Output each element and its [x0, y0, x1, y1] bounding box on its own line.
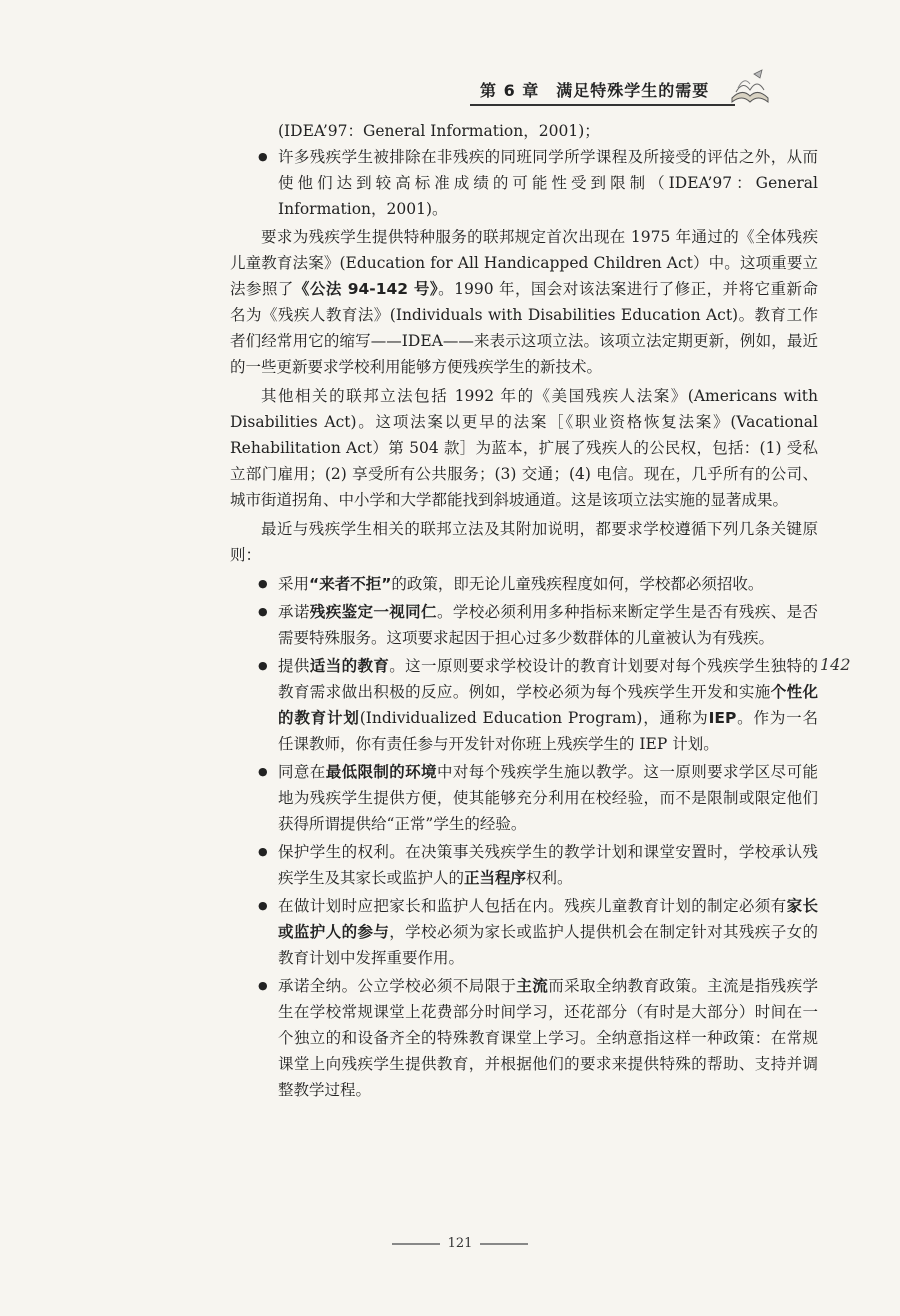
header-rule [470, 104, 735, 106]
paragraph-ada: 其他相关的联邦立法包括 1992 年的《美国残疾人法案》(Americans with Disabilities Act)。这项法案以更早的法案［《职业资格恢复法案》(Vacational Rehabilitation Act）第 504 款］为蓝本，扩展了残疾人的公民权，包括：(1) 受私立部门雇用；(2) 享受所有公共服务；(3) 交通；(4) 电信。现在，几乎所有的公司、城市街道拐角、中小学和大学都能找到斜坡通道。这是该项立法实施的显著成果。 [230, 387, 818, 509]
page-footer [370, 1236, 550, 1251]
continued-line: (IDEA’97：General Information，2001)； [278, 122, 600, 140]
list-item: ● 同意在最低限制的环境中对每个残疾学生施以教学。这一原则要求学区尽可能地为残疾学生提供方便，使其能够充分利用在校经验，而不是限制或限定他们获得所谓提供给“正常”学生的经验。 [230, 759, 818, 837]
bold-term: 个性化的教育计划 [278, 683, 818, 727]
page-body [230, 118, 818, 1105]
bold-term: 残疾鉴定一视同仁 [309, 603, 437, 621]
list-item: ● 承诺残疾鉴定一视同仁。学校必须利用多种指标来断定学生是否有残疾、是否需要特殊服务。这项要求起因于担心过多少数群体的儿童被认为有残疾。 [230, 599, 818, 651]
bold-term: 最低限制的环境 [325, 763, 437, 781]
list-item: ● 在做计划时应把家长和监护人包括在内。残疾儿童教育计划的制定必须有家长或监护人的参与，学校必须为家长或监护人提供机会在制定针对其残疾子女的教育计划中发挥重要作用。 [230, 893, 818, 971]
bold-term: 家长或监护人的参与 [278, 897, 818, 941]
paragraph-principles-intro: 最近与残疾学生相关的联邦立法及其附加说明，都要求学校遵循下列几条关键原则： [230, 520, 818, 564]
paragraph-idea-history: 要求为残疾学生提供特种服务的联邦规定首次出现在 1975 年通过的《全体残疾儿童教育法案》(Education for All Handicapped Children Act）中。这项重要立法参照了《公法 94-142 号》。1990 年，国会对该法案进行了修正，并将它重新命名为《残疾人教育法》(Individuals with Disabilities Education Act)。教育工作者们经常用它的缩写——IDEA——来表示这项立法。该项立法定期更新，例如，最近的一些更新要求学校利用能够方便残疾学生的新技术。 [230, 228, 818, 376]
bold-term: 正当程序 [464, 869, 527, 887]
list-item: ● 承诺全纳。公立学校必须不局限于主流而采取全纳教育政策。主流是指残疾学生在学校常规课堂上花费部分时间学习，还花部分（有时是大部分）时间在一个独立的和设备齐全的特殊教育课堂上学习。全纳意指这样一种政策：在常规课堂上向残疾学生提供教育，并根据他们的要求来提供特殊的帮助、支持并调整教学过程。 [230, 973, 818, 1103]
open-book-icon [728, 68, 772, 108]
bold-term: 主流 [516, 977, 549, 995]
list-item: ● 提供适当的教育。这一原则要求学校设计的教育计划要对每个残疾学生独特的教育需求做出积极的反应。例如，学校必须为每个残疾学生开发和实施个性化的教育计划(Individualized Education Program)，通称为IEP。作为一名任课教师，你有责任参与开发针对你班上残疾学生的 IEP 计划。 [230, 653, 818, 757]
bold-term: IEP [708, 709, 737, 727]
list-item: ● 保护学生的权利。在决策事关残疾学生的教学计划和课堂安置时，学校承认残疾学生及其家长或监护人的正当程序权利。 [230, 839, 818, 891]
chapter-title: 第 6 章 满足特殊学生的需要 [480, 81, 710, 100]
footer-ornament-right [480, 1243, 528, 1245]
bold-term: 适当的教育 [309, 657, 390, 675]
bold-term: 《公法 94-142 号》 [293, 280, 439, 298]
margin-page-number: 142 [820, 655, 851, 674]
list-item: ● 许多残疾学生被排除在非残疾的同班同学所学课程及所接受的评估之外，从而使他们达到较高标准成绩的可能性受到限制（IDEA’97：General Information，2001)。 [230, 144, 818, 222]
bold-term: “来者不拒” [309, 575, 392, 593]
footer-ornament-left [392, 1243, 440, 1245]
running-header [470, 68, 760, 108]
list-item: ● 采用“来者不拒”的政策，即无论儿童残疾程度如何，学校都必须招收。 [230, 571, 818, 597]
page-number: 121 [447, 1236, 473, 1251]
